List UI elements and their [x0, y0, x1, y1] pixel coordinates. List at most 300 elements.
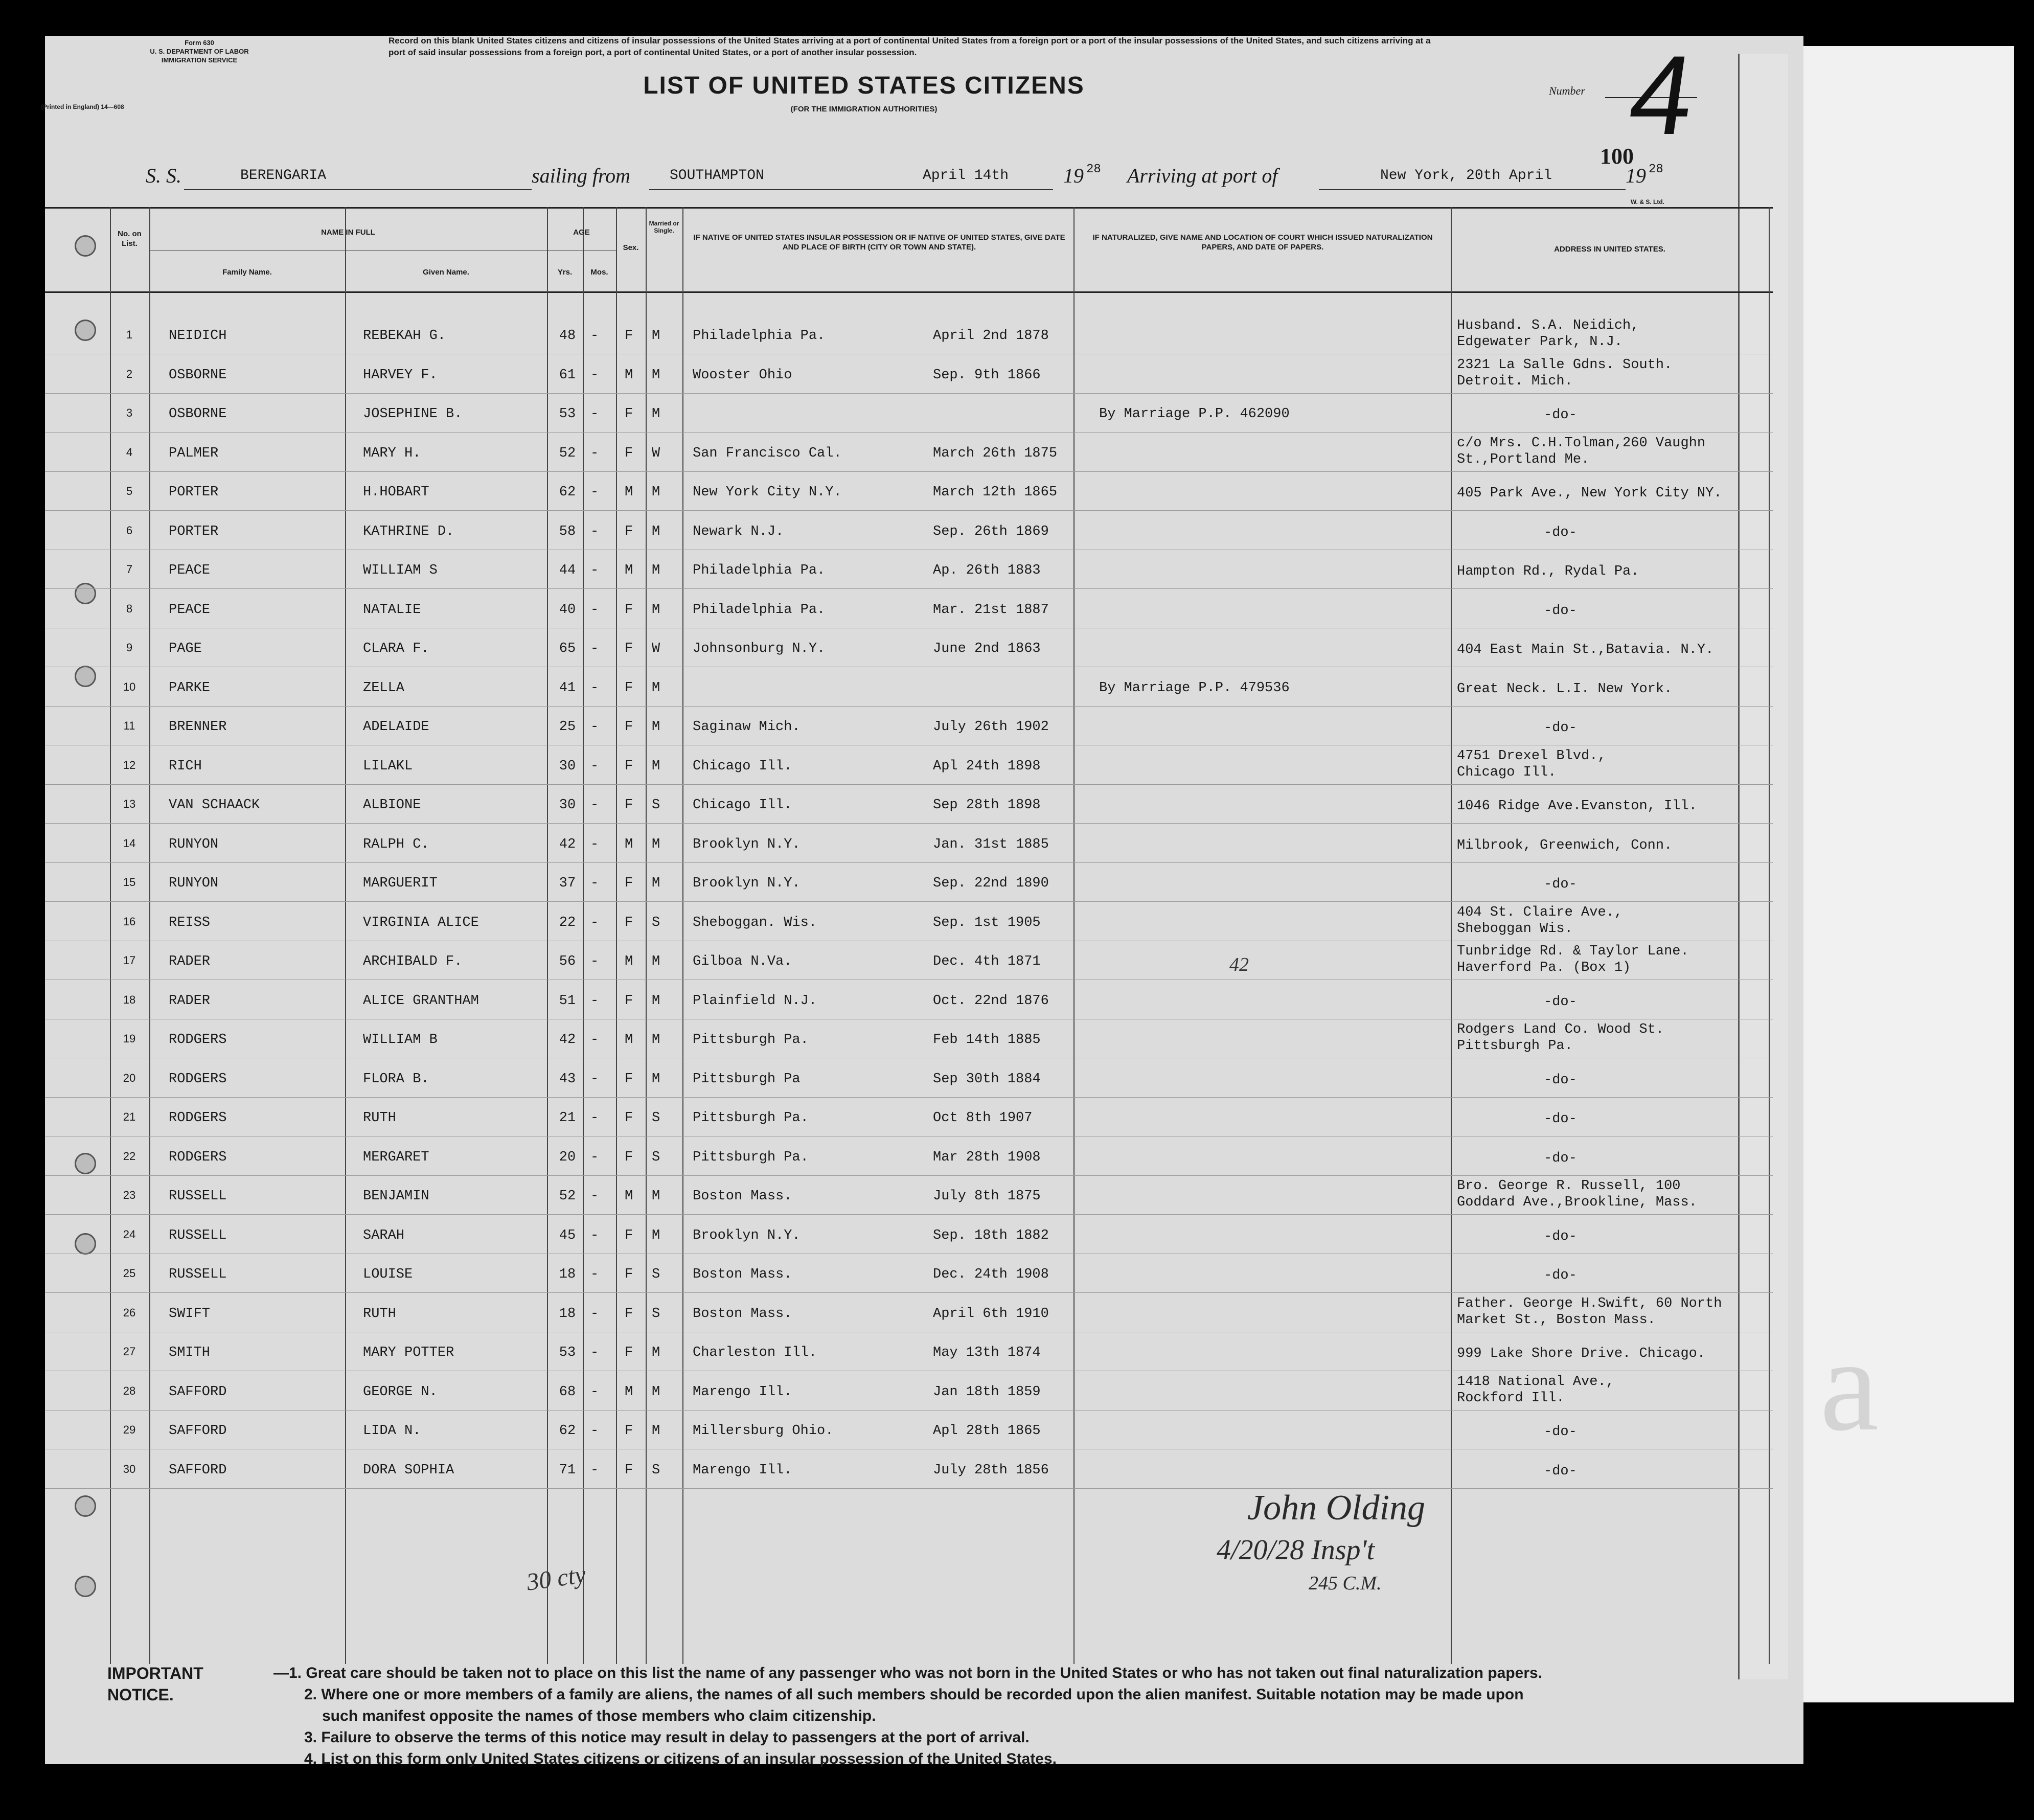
year-prefix-to: 19 — [1626, 164, 1646, 187]
table-row — [0, 1110, 2034, 1126]
address-line-1: 1418 National Ave., — [1457, 1374, 1614, 1390]
birth-date: July 26th 1902 — [933, 719, 1049, 735]
birth-date: May 13th 1874 — [933, 1345, 1041, 1360]
age-months: - — [590, 1423, 599, 1439]
marital-status: M — [652, 837, 660, 852]
age-months: - — [590, 1189, 599, 1204]
age-years: 21 — [559, 1110, 576, 1126]
table-row — [0, 944, 2034, 975]
age-years: 37 — [559, 876, 576, 891]
row-number: 28 — [123, 1384, 136, 1397]
age-years: 40 — [559, 602, 576, 618]
family-name: RADER — [169, 993, 211, 1009]
birth-place: Wooster Ohio — [693, 368, 792, 383]
sex: F — [625, 915, 633, 930]
table-row — [0, 1296, 2034, 1328]
row-number: 27 — [123, 1345, 136, 1358]
sailing-label: sailing from — [532, 164, 630, 187]
age-months: - — [590, 485, 599, 500]
address-line-1: -do- — [1544, 720, 1577, 736]
address-line-1: c/o Mrs. C.H.Tolman,260 Vaughn — [1457, 436, 1706, 451]
marital-status: M — [652, 524, 660, 539]
address-line-1: Bro. George R. Russell, 100 — [1457, 1178, 1681, 1194]
sex: F — [625, 1463, 633, 1478]
address-line-1: 4751 Drexel Blvd., — [1457, 748, 1606, 764]
family-name: RUSSELL — [169, 1189, 227, 1204]
table-top-rule — [45, 207, 1773, 209]
row-number: 5 — [126, 485, 133, 497]
birth-date: Apl 28th 1865 — [933, 1423, 1041, 1439]
row-number: 20 — [123, 1072, 136, 1084]
age-months: - — [590, 798, 599, 813]
given-name: MARGUERIT — [363, 876, 438, 891]
row-number: 18 — [123, 993, 136, 1006]
table-row — [0, 1072, 2034, 1087]
row-rule — [45, 901, 1773, 902]
family-name: RODGERS — [169, 1150, 227, 1165]
given-name: CLARA F. — [363, 641, 429, 656]
given-name: MARY H. — [363, 446, 421, 461]
column-rule — [1769, 207, 1770, 1664]
age-months: - — [590, 368, 599, 383]
family-name: PAGE — [169, 641, 202, 656]
table-row — [0, 1228, 2034, 1243]
marital-status: M — [652, 1384, 660, 1400]
address-line-1: Husband. S.A. Neidich, — [1457, 318, 1639, 333]
birth-place: Philadelphia Pa. — [693, 602, 826, 618]
table-row — [0, 837, 2034, 852]
marital-status: M — [652, 1072, 660, 1087]
address-line-2: Detroit. Mich. — [1457, 374, 1573, 389]
family-name: SAFFORD — [169, 1384, 227, 1400]
age-months: - — [590, 954, 599, 969]
row-number: 4 — [126, 446, 133, 459]
age-years: 22 — [559, 915, 576, 930]
age-years: 62 — [559, 485, 576, 500]
inspector-code: 245 C.M. — [1309, 1573, 1382, 1594]
header-naturalized: IF NATURALIZED, GIVE NAME AND LOCATION OF COURT WHICH ISSUED NATURALIZATION PAPERS, AND DATE OF PAPERS. — [1092, 233, 1433, 252]
naturalization: By Marriage P.P. 479536 — [1099, 680, 1290, 696]
given-name: NATALIE — [363, 602, 421, 618]
sex: F — [625, 680, 633, 696]
birth-date: Dec. 24th 1908 — [933, 1267, 1049, 1282]
address-line-2: Haverford Pa. (Box 1) — [1457, 960, 1631, 975]
table-row — [0, 357, 2034, 389]
age-years: 52 — [559, 446, 576, 461]
birth-date: Oct 8th 1907 — [933, 1110, 1033, 1126]
age-months: - — [590, 563, 599, 578]
sex: F — [625, 602, 633, 618]
birth-place: Brooklyn N.Y. — [693, 1228, 801, 1243]
marital-status: M — [652, 993, 660, 1009]
sex: M — [625, 1384, 633, 1400]
table-row — [0, 1463, 2034, 1478]
address-line-1: -do- — [1544, 1111, 1577, 1127]
birth-date: Mar. 21st 1887 — [933, 602, 1049, 618]
column-rule — [110, 207, 111, 1664]
sex: F — [625, 719, 633, 735]
age-years: 65 — [559, 641, 576, 656]
age-years: 56 — [559, 954, 576, 969]
age-years: 58 — [559, 524, 576, 539]
age-years: 45 — [559, 1228, 576, 1243]
birth-place: Pittsburgh Pa. — [693, 1032, 809, 1048]
column-rule — [1073, 207, 1075, 1664]
address-line-1: -do- — [1544, 1229, 1577, 1244]
address-line-2: Edgewater Park, N.J. — [1457, 334, 1623, 350]
age-months: - — [590, 719, 599, 735]
rule — [1319, 189, 1626, 190]
age-years: 42 — [559, 837, 576, 852]
handwritten-total: 30 cty — [524, 1561, 588, 1596]
age-years: 68 — [559, 1384, 576, 1400]
column-rule — [646, 207, 647, 1664]
header-married: Married or Single. — [649, 220, 679, 234]
address-line-1: Father. George H.Swift, 60 North — [1457, 1296, 1722, 1311]
birth-place: Boston Mass. — [693, 1189, 792, 1204]
birth-date: Sep. 26th 1869 — [933, 524, 1049, 539]
given-name: REBEKAH G. — [363, 328, 446, 344]
address-line-2: Rockford Ill. — [1457, 1391, 1565, 1406]
age-years: 53 — [559, 1345, 576, 1360]
birth-date: Dec. 4th 1871 — [933, 954, 1041, 969]
age-months: - — [590, 1110, 599, 1126]
row-number: 8 — [126, 602, 133, 615]
table-row — [0, 406, 2034, 422]
form-instructions: Record on this blank United States citizens and citizens of insular possessions of the United States arriving at a port of continental United States from a foreign port or a port of the insular possessions of the United States, and such citizens arriving at a port of said insular possessions from a foreign port, a port of continental United States, or a port of another insular possession. — [388, 36, 1431, 57]
given-name: WILLIAM S — [363, 563, 438, 578]
marital-status: M — [652, 1189, 660, 1204]
sex: F — [625, 1150, 633, 1165]
sex: M — [625, 368, 633, 383]
row-rule — [45, 432, 1773, 433]
marital-status: S — [652, 1110, 660, 1126]
handwritten-number: 42 — [1229, 954, 1249, 975]
address-line-1: 404 East Main St.,Batavia. N.Y. — [1457, 642, 1714, 657]
marital-status: M — [652, 1423, 660, 1439]
birth-date: July 28th 1856 — [933, 1463, 1049, 1478]
given-name: SARAH — [363, 1228, 405, 1243]
header-mos: Mos. — [590, 268, 608, 277]
birth-date: Sep 30th 1884 — [933, 1072, 1041, 1087]
port-from: SOUTHAMPTON — [670, 168, 764, 184]
sex: F — [625, 1423, 633, 1439]
row-rule — [45, 706, 1773, 707]
birth-date: June 2nd 1863 — [933, 641, 1041, 656]
address-line-1: -do- — [1544, 877, 1577, 892]
age-months: - — [590, 1267, 599, 1282]
address-line-1: 2321 La Salle Gdns. South. — [1457, 357, 1673, 373]
birth-place: Brooklyn N.Y. — [693, 837, 801, 852]
family-name: SAFFORD — [169, 1423, 227, 1439]
birth-place: Newark N.J. — [693, 524, 784, 539]
row-number: 19 — [123, 1032, 136, 1045]
sex: M — [625, 954, 633, 969]
age-months: - — [590, 1072, 599, 1087]
marital-status: S — [652, 1267, 660, 1282]
age-months: - — [590, 993, 599, 1009]
marital-status: W — [652, 641, 660, 656]
address-line-1: -do- — [1544, 407, 1577, 423]
age-months: - — [590, 915, 599, 930]
birth-date: Mar 28th 1908 — [933, 1150, 1041, 1165]
given-name: FLORA B. — [363, 1072, 429, 1087]
marital-status: S — [652, 1463, 660, 1478]
birth-date: Jan 18th 1859 — [933, 1384, 1041, 1400]
birth-place: Plainfield N.J. — [693, 993, 817, 1009]
inspector-date: 4/20/28 Insp't — [1217, 1534, 1375, 1566]
age-years: 71 — [559, 1463, 576, 1478]
age-years: 30 — [559, 759, 576, 774]
age-months: - — [590, 1032, 599, 1048]
date-from: April 14th — [923, 168, 1009, 184]
row-rule — [45, 1488, 1773, 1489]
row-number: 10 — [123, 680, 136, 693]
birth-place: Boston Mass. — [693, 1306, 792, 1322]
marital-status: S — [652, 1150, 660, 1165]
table-row — [0, 993, 2034, 1009]
address-line-2: Goddard Ave.,Brookline, Mass. — [1457, 1195, 1697, 1210]
family-name: PEACE — [169, 563, 211, 578]
rule — [649, 189, 915, 190]
birth-place: Marengo Ill. — [693, 1384, 792, 1400]
marital-status: M — [652, 563, 660, 578]
row-number: 16 — [123, 915, 136, 928]
table-row — [0, 876, 2034, 891]
given-name: RUTH — [363, 1306, 396, 1322]
given-name: ARCHIBALD F. — [363, 954, 463, 969]
given-name: H.HOBART — [363, 485, 429, 500]
list-number: 4 — [1621, 32, 1702, 158]
table-row — [0, 1423, 2034, 1439]
address-line-1: Great Neck. L.I. New York. — [1457, 681, 1673, 697]
binding-hole — [75, 1576, 96, 1597]
header-name: NAME IN FULL — [321, 228, 375, 237]
address-line-1: Rodgers Land Co. Wood St. — [1457, 1022, 1664, 1037]
given-name: HARVEY F. — [363, 368, 438, 383]
birth-place: Sheboggan. Wis. — [693, 915, 817, 930]
given-name: VIRGINIA ALICE — [363, 915, 479, 930]
given-name: LILAKL — [363, 759, 413, 774]
sex: F — [625, 1072, 633, 1087]
age-months: - — [590, 680, 599, 696]
given-name: RALPH C. — [363, 837, 429, 852]
age-months: - — [590, 1306, 599, 1322]
given-name: KATHRINE D. — [363, 524, 454, 539]
family-name: REISS — [169, 915, 211, 930]
sex: F — [625, 1345, 633, 1360]
sex: F — [625, 993, 633, 1009]
row-number: 1 — [126, 328, 133, 341]
birth-date: Sep 28th 1898 — [933, 798, 1041, 813]
year-from: 28 — [1086, 163, 1101, 176]
column-rule — [583, 207, 584, 1664]
birth-date: April 6th 1910 — [933, 1306, 1049, 1322]
sex: F — [625, 1267, 633, 1282]
age-months: - — [590, 328, 599, 344]
notice-item: 3. Failure to observe the terms of this notice may result in delay to passengers at the port of arrival. — [304, 1729, 1030, 1746]
family-name: BRENNER — [169, 719, 227, 735]
port-to: New York, 20th April — [1380, 168, 1552, 184]
given-name: ZELLA — [363, 680, 405, 696]
form-dept: U. S. DEPARTMENT OF LABOR — [150, 48, 249, 55]
age-months: - — [590, 876, 599, 891]
given-name: MERGARET — [363, 1150, 429, 1165]
given-name: BENJAMIN — [363, 1189, 429, 1204]
birth-date: Sep. 22nd 1890 — [933, 876, 1049, 891]
header-address: ADDRESS IN UNITED STATES. — [1554, 245, 1665, 254]
row-number: 7 — [126, 563, 133, 576]
column-rule — [547, 207, 548, 1664]
sex: F — [625, 446, 633, 461]
row-number: 13 — [123, 798, 136, 810]
age-months: - — [590, 837, 599, 852]
row-number: 11 — [123, 719, 135, 732]
notice-item: 4. List on this form only United States citizens or citizens of an insular possession of the United States. — [304, 1750, 1057, 1767]
given-name: JOSEPHINE B. — [363, 406, 463, 422]
address-line-1: 1046 Ridge Ave.Evanston, Ill. — [1457, 799, 1697, 814]
family-name: RUSSELL — [169, 1228, 227, 1243]
address-line-1: -do- — [1544, 1424, 1577, 1440]
table-row — [0, 798, 2034, 813]
birth-place: Marengo Ill. — [693, 1463, 792, 1478]
age-months: - — [590, 602, 599, 618]
sex: M — [625, 1032, 633, 1048]
birth-date: March 12th 1865 — [933, 485, 1058, 500]
notice-item: —1. Great care should be taken not to place on this list the name of any passenger who was not born in the United States or who has not taken out final naturalization papers. — [273, 1665, 1543, 1681]
manifest-sheet — [45, 36, 1803, 1764]
page-subtitle: (FOR THE IMMIGRATION AUTHORITIES) — [790, 105, 938, 113]
number-label: Number — [1549, 84, 1585, 97]
birth-place: Charleston Ill. — [693, 1345, 817, 1360]
sex: F — [625, 524, 633, 539]
table-row — [0, 641, 2034, 656]
sex: F — [625, 406, 633, 422]
age-years: 62 — [559, 1423, 576, 1439]
address-line-1: 404 St. Claire Ave., — [1457, 905, 1623, 920]
row-number: 22 — [123, 1150, 136, 1163]
binding-hole — [75, 235, 96, 257]
sex: F — [625, 798, 633, 813]
sex: F — [625, 876, 633, 891]
row-number: 12 — [123, 759, 136, 771]
sex: F — [625, 328, 633, 344]
marital-status: M — [652, 1228, 660, 1243]
birth-place: Pittsburgh Pa. — [693, 1110, 809, 1126]
age-years: 18 — [559, 1306, 576, 1322]
naturalization: By Marriage P.P. 462090 — [1099, 406, 1290, 422]
notice-item: 2. Where one or more members of a family are aliens, the names of all such members should be recorded upon the alien manifest. Suitable notation may be made upon — [304, 1686, 1524, 1703]
table-row — [0, 602, 2034, 618]
address-line-1: -do- — [1544, 525, 1577, 540]
row-rule — [45, 393, 1773, 394]
birth-place: Boston Mass. — [693, 1267, 792, 1282]
table-header-rule — [45, 291, 1773, 293]
header-no: No. on List. — [118, 230, 142, 248]
form-service: IMMIGRATION SERVICE — [161, 56, 238, 64]
header-given: Given Name. — [423, 268, 469, 277]
row-rule — [45, 588, 1773, 589]
birth-place: San Francisco Cal. — [693, 446, 842, 461]
birth-date: Apl 24th 1898 — [933, 759, 1041, 774]
age-years: 41 — [559, 680, 576, 696]
birth-place: Brooklyn N.Y. — [693, 876, 801, 891]
address-line-1: -do- — [1544, 603, 1577, 619]
age-months: - — [590, 1228, 599, 1243]
birth-place: Chicago Ill. — [693, 759, 792, 774]
birth-place: Johnsonburg N.Y. — [693, 641, 826, 656]
age-months: - — [590, 1150, 599, 1165]
row-rule — [45, 862, 1773, 863]
table-row — [0, 563, 2034, 578]
birth-date: Sep. 9th 1866 — [933, 368, 1041, 383]
birth-date: Jan. 31st 1885 — [933, 837, 1049, 852]
family-name: RADER — [169, 954, 211, 969]
age-years: 43 — [559, 1072, 576, 1087]
row-number: 15 — [123, 876, 136, 889]
birth-place: Pittsburgh Pa — [693, 1072, 801, 1087]
address-line-1: 405 Park Ave., New York City NY. — [1457, 486, 1722, 501]
table-row — [0, 905, 2034, 937]
age-years: 44 — [559, 563, 576, 578]
birth-place: Saginaw Mich. — [693, 719, 801, 735]
family-name: RICH — [169, 759, 202, 774]
age-months: - — [590, 1463, 599, 1478]
sex: M — [625, 485, 633, 500]
row-number: 21 — [123, 1110, 136, 1123]
header-age: AGE — [573, 228, 590, 237]
address-line-1: Tunbridge Rd. & Taylor Lane. — [1457, 944, 1689, 959]
column-rule — [616, 207, 617, 1664]
age-months: - — [590, 524, 599, 539]
table-row — [0, 485, 2034, 500]
birth-date: Oct. 22nd 1876 — [933, 993, 1049, 1009]
family-name: VAN SCHAACK — [169, 798, 260, 813]
age-months: - — [590, 759, 599, 774]
birth-date: Sep. 1st 1905 — [933, 915, 1041, 930]
row-number: 17 — [123, 954, 136, 967]
address-line-1: -do- — [1544, 1073, 1577, 1088]
birth-place: Chicago Ill. — [693, 798, 792, 813]
row-number: 25 — [123, 1267, 136, 1280]
binding-hole — [75, 583, 96, 604]
birth-place: Gilboa N.Va. — [693, 954, 792, 969]
form-info — [97, 38, 302, 64]
column-rule — [149, 207, 150, 1664]
family-name: PALMER — [169, 446, 219, 461]
age-years: 18 — [559, 1267, 576, 1282]
page-title: LIST OF UNITED STATES CITIZENS — [643, 72, 1085, 99]
rule — [910, 189, 1053, 190]
family-name: RODGERS — [169, 1032, 227, 1048]
row-number: 29 — [123, 1423, 136, 1436]
marital-status: M — [652, 759, 660, 774]
given-name: LOUISE — [363, 1267, 413, 1282]
marital-status: M — [652, 328, 660, 344]
table-row — [0, 436, 2034, 467]
birth-place: Philadelphia Pa. — [693, 328, 826, 344]
family-name: SMITH — [169, 1345, 211, 1360]
birth-place: New York City N.Y. — [693, 485, 842, 500]
family-name: PARKE — [169, 680, 211, 696]
age-years: 30 — [559, 798, 576, 813]
birth-date: April 2nd 1878 — [933, 328, 1049, 344]
birth-date: Ap. 26th 1883 — [933, 563, 1041, 578]
age-years: 51 — [559, 993, 576, 1009]
form-number: Form 630 — [185, 39, 214, 47]
row-rule — [45, 1175, 1773, 1176]
marital-status: M — [652, 680, 660, 696]
